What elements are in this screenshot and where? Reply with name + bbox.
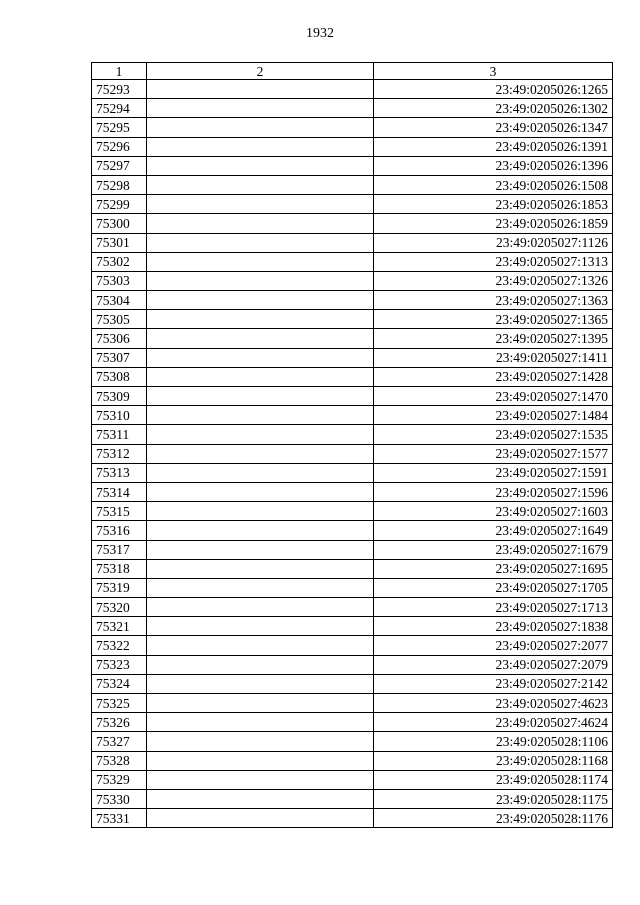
- cadastral-number-cell: 23:49:0205028:1106: [374, 732, 613, 751]
- row-number-cell: 75329: [92, 770, 147, 789]
- cadastral-number-cell: 23:49:0205027:1326: [374, 271, 613, 290]
- cadastral-number-cell: 23:49:0205028:1176: [374, 809, 613, 828]
- table-row: [92, 694, 613, 713]
- table-row: [92, 291, 613, 310]
- row-number-cell: 75320: [92, 598, 147, 617]
- page-number: 1932: [306, 26, 334, 41]
- cadastral-number-cell: 23:49:0205027:1535: [374, 425, 613, 444]
- table-row: [92, 770, 613, 789]
- row-name-cell: [147, 694, 374, 713]
- row-number-cell: 75317: [92, 540, 147, 559]
- table-row: [92, 540, 613, 559]
- row-name-cell: [147, 118, 374, 137]
- row-number-cell: 75324: [92, 674, 147, 693]
- cadastral-number-cell: 23:49:0205026:1265: [374, 80, 613, 99]
- cadastral-number-cell: 23:49:0205027:1395: [374, 329, 613, 348]
- row-name-cell: [147, 559, 374, 578]
- row-name-cell: [147, 195, 374, 214]
- table-row: [92, 598, 613, 617]
- cadastral-number-cell: 23:49:0205026:1391: [374, 137, 613, 156]
- row-name-cell: [147, 310, 374, 329]
- row-number-cell: 75321: [92, 617, 147, 636]
- table-row: [92, 80, 613, 99]
- table-row: [92, 713, 613, 732]
- cadastral-number-cell: 23:49:0205026:1508: [374, 175, 613, 194]
- table-row: [92, 118, 613, 137]
- table-row: [92, 156, 613, 175]
- row-name-cell: [147, 387, 374, 406]
- table-row: [92, 732, 613, 751]
- cadastral-number-cell: 23:49:0205027:2079: [374, 655, 613, 674]
- row-name-cell: [147, 655, 374, 674]
- cadastral-number-cell: 23:49:0205027:4624: [374, 713, 613, 732]
- row-name-cell: [147, 463, 374, 482]
- table-row: [92, 214, 613, 233]
- cadastral-number-cell: 23:49:0205027:1649: [374, 521, 613, 540]
- cadastral-number-cell: 23:49:0205028:1175: [374, 789, 613, 808]
- row-name-cell: [147, 789, 374, 808]
- table-row: [92, 444, 613, 463]
- row-number-cell: 75296: [92, 137, 147, 156]
- cadastral-number-cell: 23:49:0205027:2077: [374, 636, 613, 655]
- row-number-cell: 75326: [92, 713, 147, 732]
- row-name-cell: [147, 137, 374, 156]
- row-name-cell: [147, 751, 374, 770]
- column-header-2: 2: [147, 63, 374, 80]
- row-number-cell: 75322: [92, 636, 147, 655]
- table-row: [92, 195, 613, 214]
- table-row: [92, 789, 613, 808]
- row-number-cell: 75314: [92, 482, 147, 501]
- row-name-cell: [147, 175, 374, 194]
- row-name-cell: [147, 482, 374, 501]
- cadastral-number-cell: 23:49:0205027:1484: [374, 406, 613, 425]
- cadastral-number-cell: 23:49:0205027:1470: [374, 387, 613, 406]
- table-row: [92, 310, 613, 329]
- cadastral-number-cell: 23:49:0205028:1168: [374, 751, 613, 770]
- row-name-cell: [147, 271, 374, 290]
- row-name-cell: [147, 348, 374, 367]
- table-body: [92, 80, 613, 828]
- row-number-cell: 75303: [92, 271, 147, 290]
- row-number-cell: 75299: [92, 195, 147, 214]
- cadastral-number-cell: 23:49:0205027:1411: [374, 348, 613, 367]
- table-row: [92, 406, 613, 425]
- row-name-cell: [147, 425, 374, 444]
- row-number-cell: 75304: [92, 291, 147, 310]
- row-name-cell: [147, 367, 374, 386]
- row-number-cell: 75316: [92, 521, 147, 540]
- cadastral-number-cell: 23:49:0205027:1126: [374, 233, 613, 252]
- cadastral-number-cell: 23:49:0205026:1853: [374, 195, 613, 214]
- row-name-cell: [147, 233, 374, 252]
- row-name-cell: [147, 636, 374, 655]
- table-row: [92, 655, 613, 674]
- table-row: [92, 578, 613, 597]
- table-row: [92, 348, 613, 367]
- table-row: [92, 617, 613, 636]
- row-number-cell: 75327: [92, 732, 147, 751]
- cadastral-number-cell: 23:49:0205027:1705: [374, 578, 613, 597]
- row-name-cell: [147, 713, 374, 732]
- row-name-cell: [147, 406, 374, 425]
- row-number-cell: 75315: [92, 502, 147, 521]
- row-name-cell: [147, 156, 374, 175]
- table-row: [92, 809, 613, 828]
- table-row: [92, 233, 613, 252]
- table-row: [92, 252, 613, 271]
- column-header-1: 1: [92, 63, 147, 80]
- cadastral-number-cell: 23:49:0205027:1428: [374, 367, 613, 386]
- row-number-cell: 75305: [92, 310, 147, 329]
- row-name-cell: [147, 809, 374, 828]
- row-name-cell: [147, 540, 374, 559]
- row-number-cell: 75318: [92, 559, 147, 578]
- row-name-cell: [147, 598, 374, 617]
- table-row: [92, 636, 613, 655]
- row-number-cell: 75328: [92, 751, 147, 770]
- table-row: [92, 175, 613, 194]
- row-number-cell: 75312: [92, 444, 147, 463]
- row-number-cell: 75319: [92, 578, 147, 597]
- row-number-cell: 75306: [92, 329, 147, 348]
- row-number-cell: 75310: [92, 406, 147, 425]
- row-number-cell: 75330: [92, 789, 147, 808]
- cadastral-number-cell: 23:49:0205027:1577: [374, 444, 613, 463]
- cadastral-number-cell: 23:49:0205026:1396: [374, 156, 613, 175]
- row-name-cell: [147, 617, 374, 636]
- table-row: [92, 521, 613, 540]
- row-name-cell: [147, 214, 374, 233]
- table-row: [92, 463, 613, 482]
- row-number-cell: 75298: [92, 175, 147, 194]
- table-row: [92, 482, 613, 501]
- cadastral-number-cell: 23:49:0205027:2142: [374, 674, 613, 693]
- row-number-cell: 75307: [92, 348, 147, 367]
- row-number-cell: 75301: [92, 233, 147, 252]
- table-row: [92, 99, 613, 118]
- table-row: [92, 329, 613, 348]
- cadastral-number-cell: 23:49:0205026:1302: [374, 99, 613, 118]
- table-row: [92, 559, 613, 578]
- row-name-cell: [147, 770, 374, 789]
- cadastral-number-cell: 23:49:0205027:1679: [374, 540, 613, 559]
- row-number-cell: 75300: [92, 214, 147, 233]
- cadastral-number-cell: 23:49:0205027:1363: [374, 291, 613, 310]
- row-number-cell: 75313: [92, 463, 147, 482]
- row-name-cell: [147, 502, 374, 521]
- row-name-cell: [147, 80, 374, 99]
- cadastral-number-cell: 23:49:0205027:1713: [374, 598, 613, 617]
- table-row: [92, 425, 613, 444]
- table-row: [92, 387, 613, 406]
- table-row: [92, 502, 613, 521]
- cadastral-number-cell: 23:49:0205026:1859: [374, 214, 613, 233]
- row-name-cell: [147, 578, 374, 597]
- row-number-cell: 75308: [92, 367, 147, 386]
- row-number-cell: 75302: [92, 252, 147, 271]
- cadastral-number-cell: 23:49:0205028:1174: [374, 770, 613, 789]
- cadastral-number-cell: 23:49:0205027:1591: [374, 463, 613, 482]
- row-number-cell: 75311: [92, 425, 147, 444]
- table-row: [92, 751, 613, 770]
- row-name-cell: [147, 99, 374, 118]
- table-row: [92, 674, 613, 693]
- row-number-cell: 75293: [92, 80, 147, 99]
- row-name-cell: [147, 521, 374, 540]
- cadastral-number-cell: 23:49:0205027:1838: [374, 617, 613, 636]
- cadastral-number-cell: 23:49:0205027:1695: [374, 559, 613, 578]
- row-name-cell: [147, 674, 374, 693]
- row-number-cell: 75309: [92, 387, 147, 406]
- row-name-cell: [147, 444, 374, 463]
- cadastral-number-cell: 23:49:0205027:1596: [374, 482, 613, 501]
- row-name-cell: [147, 329, 374, 348]
- row-name-cell: [147, 252, 374, 271]
- row-number-cell: 75323: [92, 655, 147, 674]
- row-number-cell: 75325: [92, 694, 147, 713]
- registry-table: [91, 62, 613, 828]
- row-number-cell: 75295: [92, 118, 147, 137]
- header-row: [92, 63, 613, 80]
- table-header: [92, 63, 613, 80]
- row-number-cell: 75297: [92, 156, 147, 175]
- cadastral-number-cell: 23:49:0205027:1603: [374, 502, 613, 521]
- table-row: [92, 137, 613, 156]
- row-number-cell: 75331: [92, 809, 147, 828]
- table-row: [92, 271, 613, 290]
- cadastral-number-cell: 23:49:0205026:1347: [374, 118, 613, 137]
- row-name-cell: [147, 732, 374, 751]
- cadastral-number-cell: 23:49:0205027:1365: [374, 310, 613, 329]
- cadastral-number-cell: 23:49:0205027:1313: [374, 252, 613, 271]
- cadastral-number-cell: 23:49:0205027:4623: [374, 694, 613, 713]
- table-row: [92, 367, 613, 386]
- column-header-3: 3: [374, 63, 613, 80]
- row-name-cell: [147, 291, 374, 310]
- row-number-cell: 75294: [92, 99, 147, 118]
